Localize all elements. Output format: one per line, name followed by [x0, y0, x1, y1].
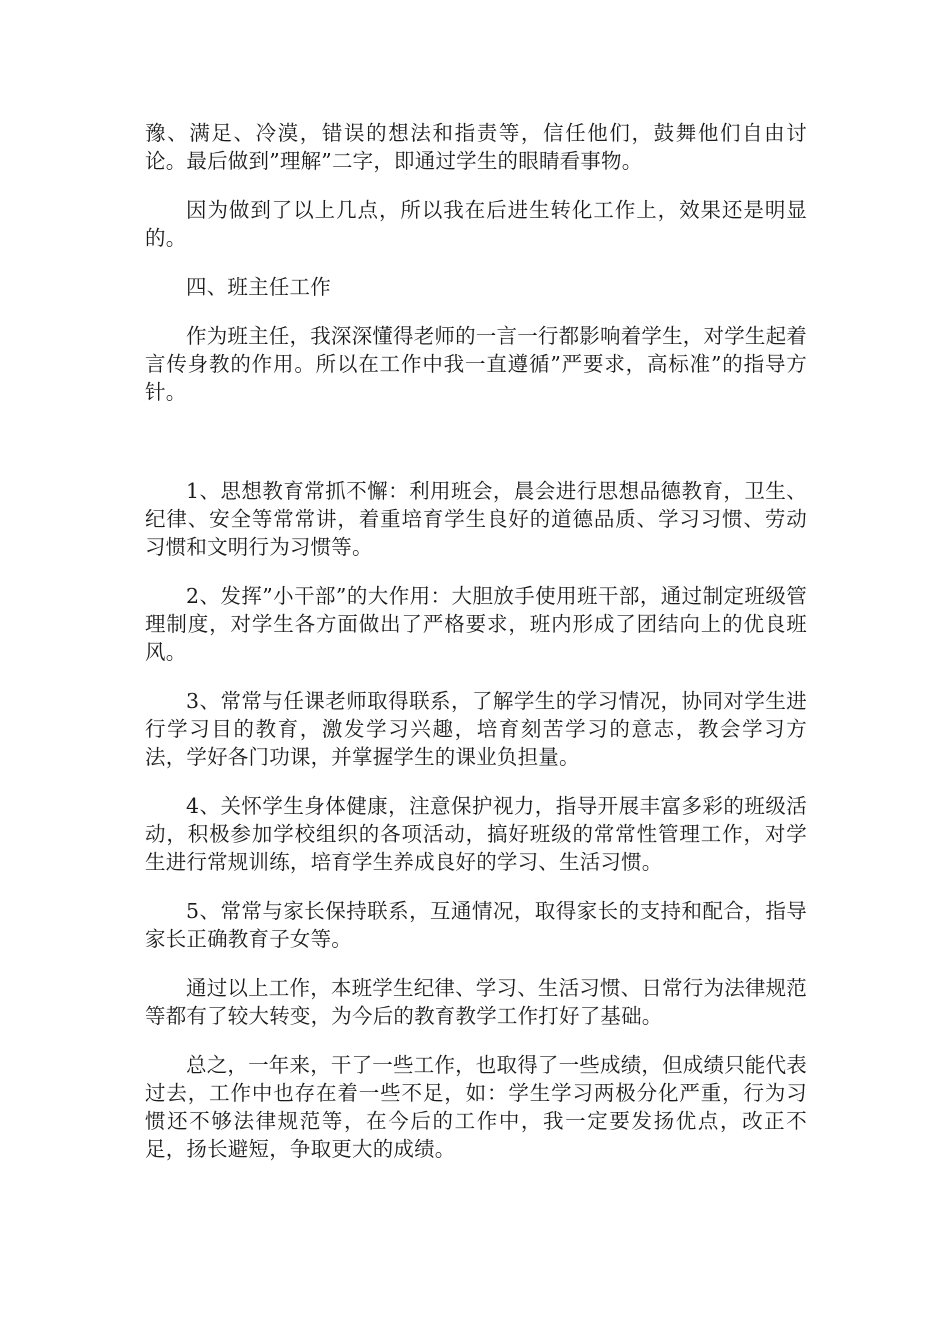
list-item-3-teacher-contact: 3、常常与任课老师取得联系，了解学生的学习情况，协同对学生进行学习目的教育，激发学习兴趣，培育刻苦学习的意志，教会学习方法，学好各门功课，并掌握学生的课业负担量。 [145, 689, 807, 769]
paragraph-results: 通过以上工作，本班学生纪律、学习、生活习惯、日常行为法律规范等都有了较大转变，为今后的教育教学工作打好了基础。 [145, 976, 807, 1028]
paragraph-continuation: 豫、满足、冷漠，错误的想法和指责等，信任他们，鼓舞他们自由讨论。最后做到”理解”二字，即通过学生的眼睛看事物。 [145, 121, 807, 173]
list-item-5-parent-contact: 5、常常与家长保持联系，互通情况，取得家长的支持和配合，指导家长正确教育子女等。 [145, 899, 807, 951]
document-body [145, 119, 807, 1184]
list-item-1-ideological-education: 1、思想教育常抓不懈：利用班会，晨会进行思想品德教育，卫生、纪律、安全等常常讲，着重培育学生良好的道德品质、学习习惯、劳动习惯和文明行为习惯等。 [145, 479, 807, 559]
paragraph-summary: 总之，一年来，干了一些工作，也取得了一些成绩，但成绩只能代表过去，工作中也存在着一些不足，如：学生学习两极分化严重，行为习惯还不够法律规范等，在今后的工作中，我一定要发扬优点，改正不足，扬长避短，争取更大的成绩。 [145, 1053, 807, 1161]
section-heading-class-teacher-work: 四、班主任工作 [186, 275, 331, 299]
blank-gap [145, 427, 807, 477]
list-item-2-class-cadres: 2、发挥”小干部”的大作用：大胆放手使用班干部，通过制定班级管理制度，对学生各方面做出了严格要求，班内形成了团结向上的优良班风。 [145, 584, 807, 664]
list-item-4-student-health: 4、关怀学生身体健康，注意保护视力，指导开展丰富多彩的班级活动，积极参加学校组织的各项活动，搞好班级的常常性管理工作，对学生进行常规训练，培育学生养成良好的学习、生活习惯。 [145, 794, 807, 874]
paragraph-conclusion-transformation: 因为做到了以上几点，所以我在后进生转化工作上，效果还是明显的。 [145, 198, 807, 250]
paragraph-class-teacher-intro: 作为班主任，我深深懂得老师的一言一行都影响着学生，对学生起着言传身教的作用。所以在工作中我一直遵循”严要求，高标准”的指导方针。 [145, 324, 807, 404]
